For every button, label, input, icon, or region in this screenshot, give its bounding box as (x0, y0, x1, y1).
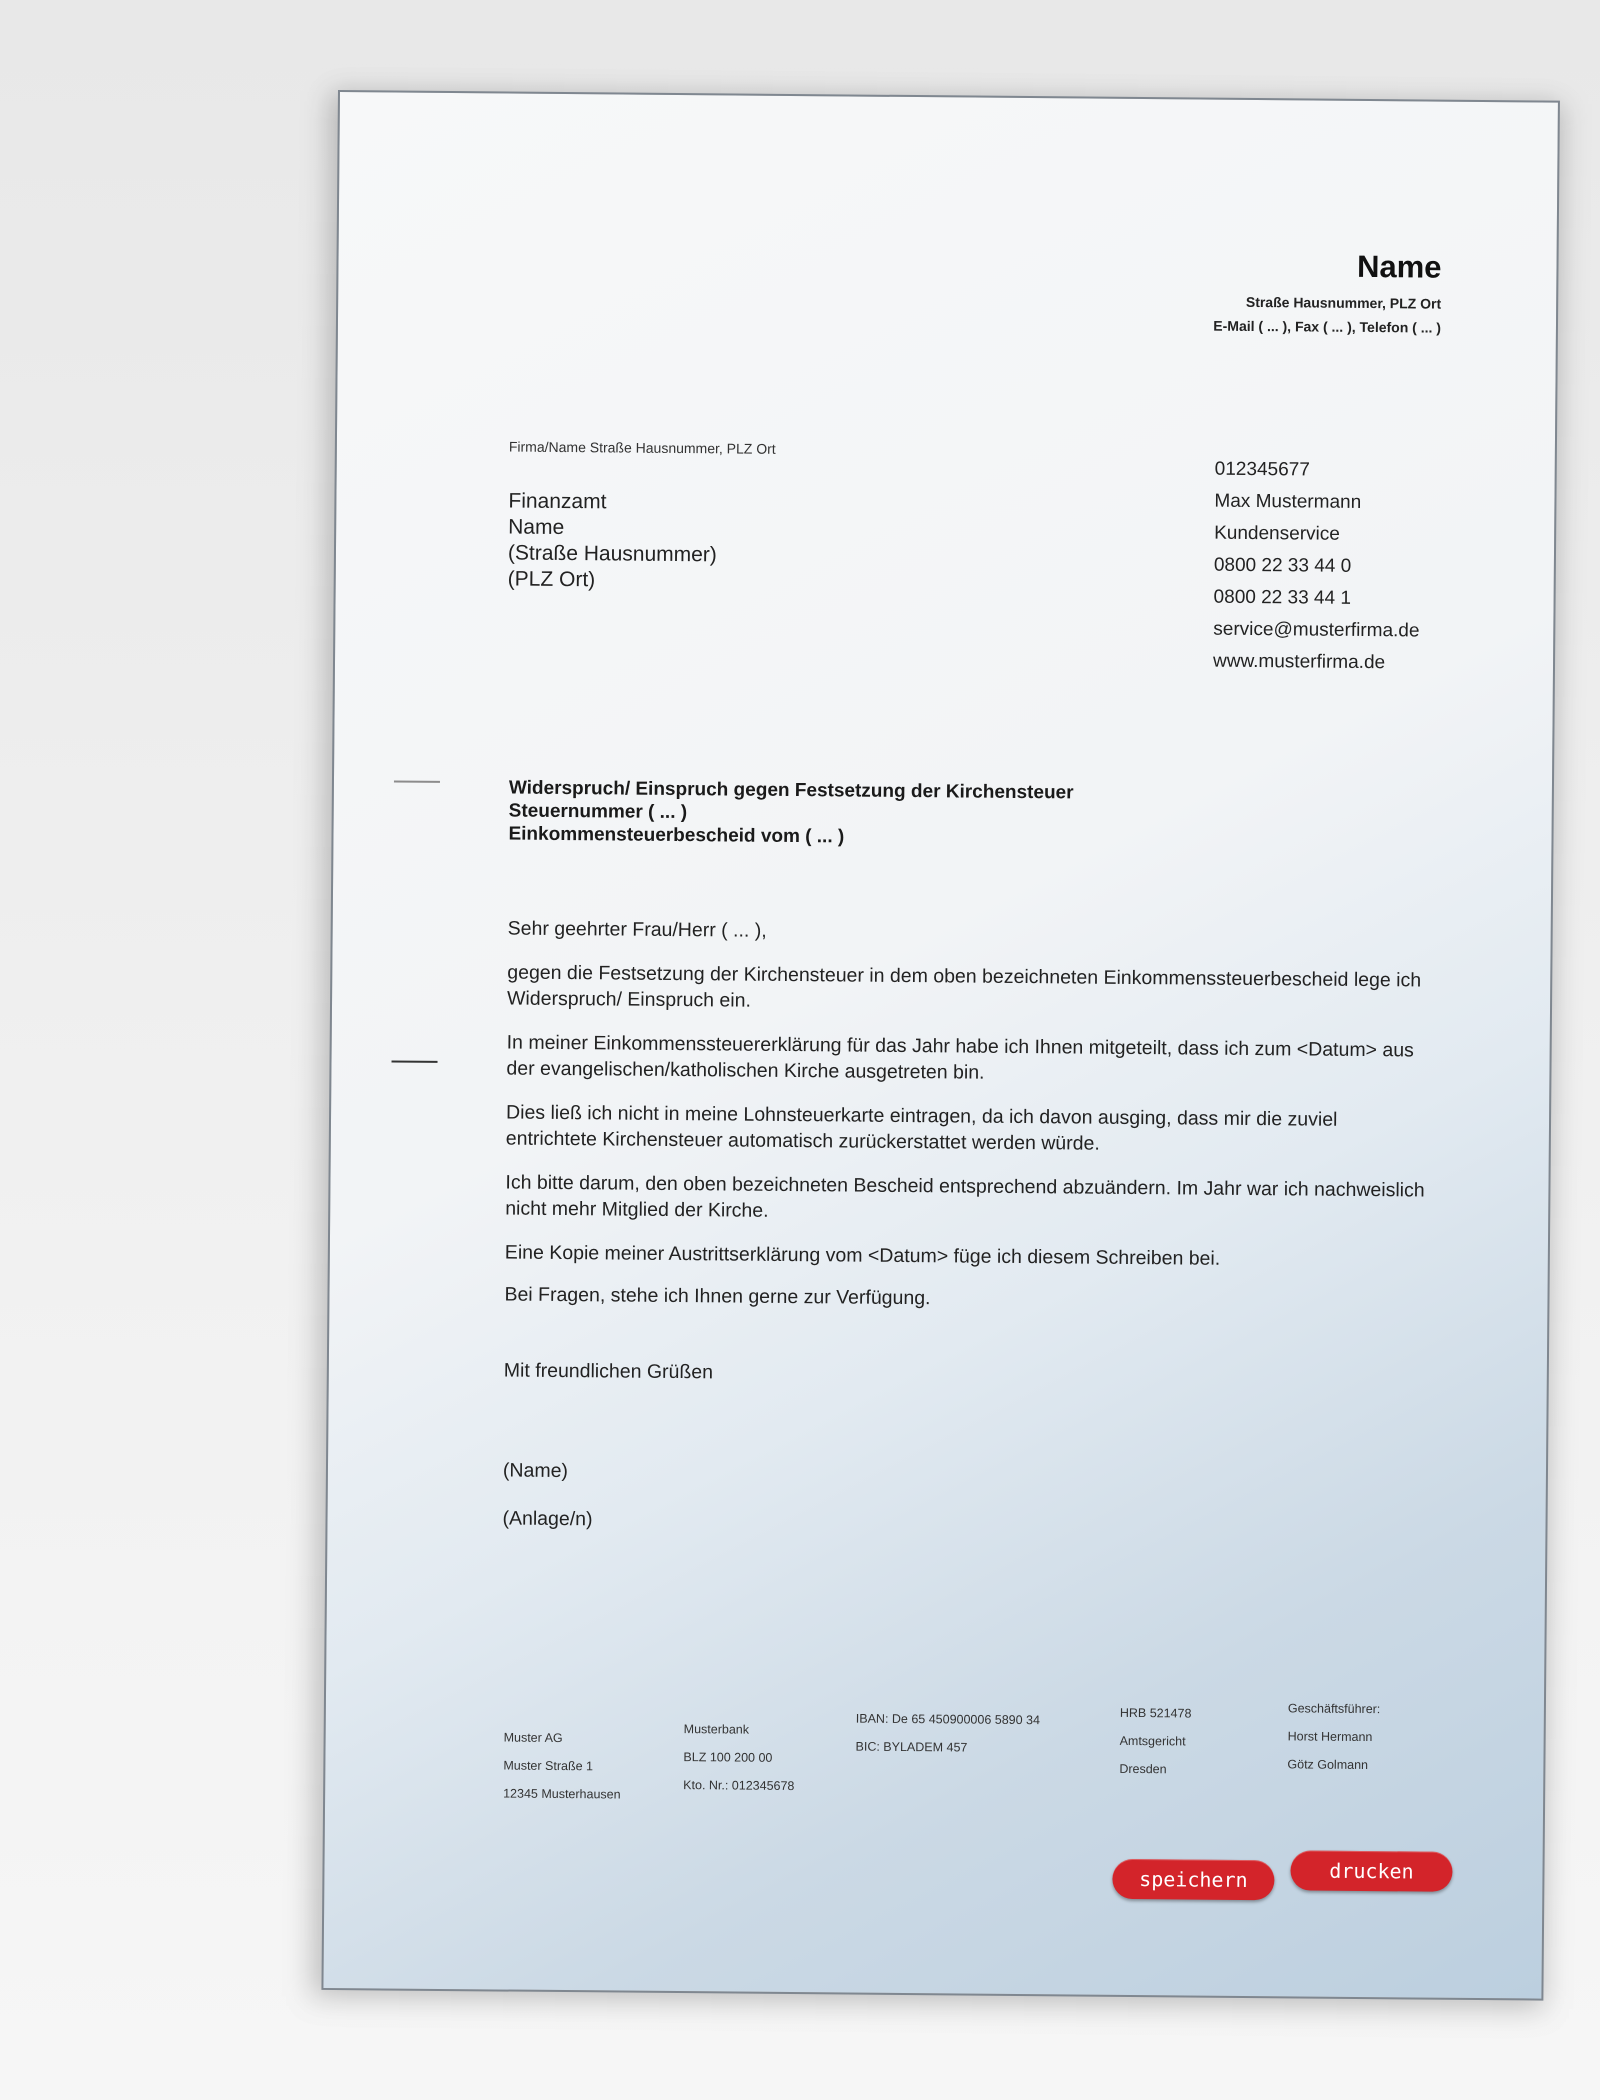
paragraph-text: Eine Kopie meiner Austrittserklärung vom <Datum> füge ich diesem Schreiben bei. (504, 1241, 1221, 1270)
contact-department: Kundenservice (1214, 522, 1340, 545)
footer-line: Amtsgericht (1119, 1733, 1186, 1749)
subject-block (508, 777, 1073, 851)
signature-text: (Name) (502, 1459, 569, 1483)
attachment-text: (Anlage/n) (502, 1507, 593, 1531)
attachment-note (502, 1505, 1422, 1539)
footer-line: Dresden (1119, 1761, 1167, 1777)
sender-name: Name (1356, 248, 1442, 285)
recipient-line: (Straße Hausnummer) (507, 541, 717, 567)
paragraph-text: gegen die Festsetzung der Kirchensteuer in dem oben bezeichneten Einkommenssteuerbescheid lege ich Widerspruch/ Einspruch ein. (506, 961, 1422, 1012)
salutation-text: Sehr geehrter Frau/Herr ( ... ), (507, 917, 767, 942)
recipient-line: Finanzamt (508, 489, 607, 514)
paragraph (505, 1240, 1425, 1274)
closing (504, 1357, 1424, 1391)
recipient-line: (PLZ Ort) (507, 567, 596, 592)
footer-bank (683, 1715, 795, 1800)
footer-company (503, 1724, 621, 1809)
subject-line: Steuernummer ( ... ) (508, 800, 688, 824)
contact-email: service@musterfirma.de (1213, 618, 1420, 642)
paragraph-text: In meiner Einkommenssteuererklärung für das Jahr habe ich Ihnen mitgeteilt, dass ich zum <Datum> aus der evangelischen/katholischen Kirche ausgetreten bin. (506, 1031, 1414, 1084)
signature (503, 1457, 1423, 1491)
letter-page (321, 90, 1560, 2001)
footer-line: IBAN: De 65 450900006 5890 34 (855, 1711, 1041, 1728)
save-button[interactable]: speichern (1112, 1859, 1274, 1900)
footer-line: Horst Hermann (1287, 1729, 1373, 1745)
footer-line: Muster AG (503, 1730, 563, 1746)
paragraph (506, 1030, 1426, 1090)
footer-iban (855, 1705, 1040, 1763)
contact-reference: 012345677 (1214, 458, 1310, 481)
footer-line: Geschäftsführer: (1287, 1701, 1381, 1717)
footer-line: 12345 Musterhausen (503, 1786, 621, 1802)
footer-line: BIC: BYLADEM 457 (855, 1739, 968, 1755)
footer-line: Muster Straße 1 (503, 1758, 594, 1774)
return-address: Firma/Name Straße Hausnummer, PLZ Ort (508, 438, 776, 457)
footer-management (1287, 1694, 1380, 1779)
fold-mark (394, 781, 440, 783)
closing-text: Mit freundlichen Grüßen (503, 1359, 714, 1384)
contact-fax: 0800 22 33 44 1 (1213, 586, 1352, 609)
contact-block (1213, 454, 1421, 680)
subject-line: Einkommensteuerbescheid vom ( ... ) (508, 823, 845, 848)
contact-person: Max Mustermann (1214, 490, 1362, 513)
footer-register (1119, 1699, 1191, 1784)
contact-phone: 0800 22 33 44 0 (1213, 554, 1352, 577)
paragraph-text: Bei Fragen, stehe ich Ihnen gerne zur Verfügung. (504, 1283, 931, 1310)
recipient-line: Name (508, 515, 565, 539)
paragraph-text: Dies ließ ich nicht in meine Lohnsteuerkarte eintragen, da ich davon ausging, dass mir die zuviel entrichtete Kirchensteuer automatisch zurückerstattet werden würde. (505, 1101, 1338, 1155)
footer-line: Kto. Nr.: 012345678 (683, 1778, 795, 1794)
paragraph-text: Ich bitte darum, den oben bezeichneten Bescheid entsprechend abzuändern. Im Jahr war ich nachweislich nicht mehr Mitglied der Kirche. (505, 1171, 1425, 1222)
paragraph (507, 960, 1427, 1020)
footer-line: BLZ 100 200 00 (683, 1750, 773, 1765)
print-button[interactable]: drucken (1290, 1850, 1452, 1891)
subject-line: Widerspruch/ Einspruch gegen Festsetzung der Kirchensteuer (508, 777, 1074, 804)
salutation (508, 916, 1428, 950)
paragraph (506, 1100, 1426, 1160)
footer-line: HRB 521478 (1119, 1705, 1192, 1721)
recipient-address (508, 489, 718, 595)
sender-address: Straße Hausnummer, PLZ Ort (1245, 293, 1442, 312)
contact-website: www.musterfirma.de (1212, 650, 1386, 674)
sender-contact: E-Mail ( ... ), Fax ( ... ), Telefon ( ... ) (1213, 317, 1442, 336)
paragraph (505, 1170, 1425, 1230)
footer-line: Götz Golmann (1287, 1757, 1369, 1773)
punch-mark (392, 1061, 438, 1063)
paragraph (504, 1281, 1424, 1315)
footer-line: Musterbank (683, 1722, 750, 1737)
